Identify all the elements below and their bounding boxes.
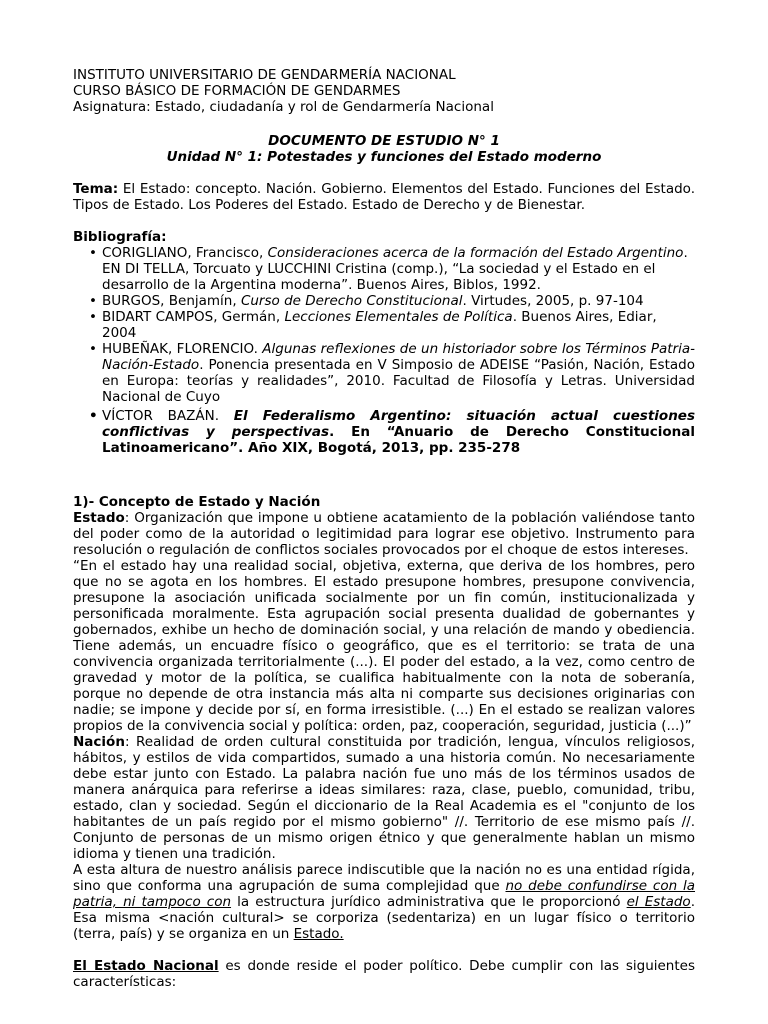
analysis-text: la estructura jurídico administrativa que le proporcionó	[231, 894, 627, 910]
section-heading: 1)- Concepto de Estado y Nación	[73, 494, 321, 510]
bibliography-item	[73, 408, 695, 456]
document-title-line1: DOCUMENTO DE ESTUDIO N° 1	[268, 133, 500, 149]
bib-details: . Virtudes, 2005, p. 97-104	[462, 293, 644, 309]
bullet-icon: •	[89, 293, 97, 309]
bullet-icon: •	[89, 245, 97, 261]
bib-title: Lecciones Elementales de Política	[284, 309, 513, 325]
bib-author: VÍCTOR BAZÁN.	[102, 408, 234, 424]
bibliografia-label: Bibliografía:	[73, 229, 167, 245]
institution-name: INSTITUTO UNIVERSITARIO DE GENDARMERÍA NACIONAL	[73, 67, 456, 83]
analysis-text: . Esa misma <nación cultural> se corporiza (sedentariza) en un lugar físico o territorio (terra, país) y se organiza en un	[73, 894, 695, 942]
bullet-icon: •	[89, 341, 97, 357]
bib-details: . Ponencia presentada en V Simposio de ADEISE “Pasión, Nación, Estado en Europa: teorías y realidades”, 2010. Facultad de Filosofía y Letras. Universidad Nacional de Cuyo	[102, 357, 695, 405]
bib-author: BIDART CAMPOS, Germán,	[102, 309, 285, 325]
nacion-definition	[73, 734, 695, 862]
document-title	[73, 133, 695, 165]
bullet-icon: •	[89, 309, 97, 325]
estado-definition	[73, 510, 695, 558]
analysis-emphasis: el Estado	[626, 894, 691, 910]
nacion-label: Nación	[73, 734, 125, 750]
estado-nacional-label: El Estado Nacional	[73, 958, 219, 974]
unit-title: Unidad N° 1: Potestades y funciones del Estado moderno	[166, 149, 602, 165]
estado-label: Estado	[73, 510, 125, 526]
bibliography-item	[73, 293, 695, 309]
bibliography-item	[73, 309, 695, 341]
bib-title: Consideraciones acerca de la formación del Estado Argentino	[267, 245, 684, 261]
estado-nacional-text: es donde reside el poder político. Debe cumplir con las siguientes características:	[73, 958, 695, 990]
bib-details: . EN DI TELLA, Torcuato y LUCCHINI Cristina (comp.), “La sociedad y el Estado en el desarrollo de la Argentina moderna”. Buenos Aires, Biblos, 1992.	[102, 245, 688, 293]
analysis-emphasis: Estado.	[293, 926, 344, 942]
subject-name: Asignatura: Estado, ciudadanía y rol de Gendarmería Nacional	[73, 99, 494, 115]
estado-quote: “En el estado hay una realidad social, objetiva, externa, que deriva de los hombres, pero que no se agota en los hombres. El estado presupone hombres, presupone convivencia, presupone la asociación unificada socialmente por un fin común, institucionalizada y personificada moralmente. Esta agrupación social presenta dualidad de gobernantes y gobernados, exhibe un hecho de dominación social, y una relación de mando y obediencia. Tiene además, un encuadre físico o geográfico, que es el territorio: se trata de una convivencia organizada territorialmente (...). El poder del estado, a la vez, como centro de gravedad y motor de la política, se cualifica habitualmente con la nota de soberanía, porque no depende de otra instancia más alta ni comparte sus decisiones originarias con nadie; se impone y decide por sí, en forma irresistible. (...) En el estado se realizan valores propios de la convivencia social y política: orden, paz, cooperación, seguridad, justicia (...)”	[73, 558, 695, 734]
tema-label: Tema:	[73, 181, 119, 197]
bibliography-item	[73, 341, 695, 405]
course-name: CURSO BÁSICO DE FORMACIÓN DE GENDARMES	[73, 83, 401, 99]
bib-title: Algunas reflexiones de un historiador sobre los Términos Patria-Nación-Estado	[102, 341, 695, 373]
tema-paragraph	[73, 181, 695, 213]
document-page	[73, 67, 695, 990]
analysis-text: A esta altura de nuestro análisis parece indiscutible que la nación no es una entidad rígida, sino que conforma una agrupación de suma complejidad que	[73, 862, 695, 894]
bib-author: BURGOS, Benjamín,	[102, 293, 241, 309]
analysis-emphasis: no debe confundirse con la patria, ni tampoco con	[73, 878, 696, 910]
bibliography-item	[73, 245, 695, 293]
bibliography-list	[73, 245, 695, 456]
tema-text: El Estado: concepto. Nación. Gobierno. Elementos del Estado. Funciones del Estado. Tipos de Estado. Los Poderes del Estado. Estado de Derecho y de Bienestar.	[73, 181, 695, 213]
nacion-text: : Realidad de orden cultural constituida por tradición, lengua, vínculos religiosos, hábitos, y estilos de vida compartidos, sumado a una historia común. No necesariamente debe estar junto con Estado. La palabra nación fue uno más de los términos usados de manera anárquica para referirse a ideas similares: raza, clase, pueblo, comunidad, tribu, estado, clan y sociedad. Según el diccionario de la Real Academia es el "conjunto de los habitantes de un país regido por el mismo gobierno" //. Territorio de ese mismo país //. Conjunto de personas de un mismo origen étnico y que generalmente hablan un mismo idioma y tienen una tradición.	[73, 734, 695, 862]
bib-title: Curso de Derecho Constitucional	[240, 293, 463, 309]
analysis-paragraph	[73, 862, 695, 942]
bib-title: El Federalismo Argentino: situación actual cuestiones conflictivas y perspectivas	[102, 408, 695, 440]
bib-author: CORIGLIANO, Francisco,	[102, 245, 268, 261]
bib-details: . Buenos Aires, Ediar, 2004	[102, 309, 657, 341]
bullet-icon: •	[89, 408, 98, 424]
bib-details: . En “Anuario de Derecho Constitucional Latinoamericano”. Año XIX, Bogotá, 2013, pp. 235-278	[102, 424, 696, 456]
estado-nacional-paragraph	[73, 958, 695, 990]
bib-author: HUBEÑAK, FLORENCIO.	[102, 341, 263, 357]
estado-text: : Organización que impone u obtiene acatamiento de la población valiéndose tanto del poder como de la autoridad o legitimidad para lograr ese objetivo. Instrumento para resolución o regulación de conflictos sociales provocados por el choque de estos intereses.	[73, 510, 695, 558]
institution-header	[73, 67, 695, 115]
